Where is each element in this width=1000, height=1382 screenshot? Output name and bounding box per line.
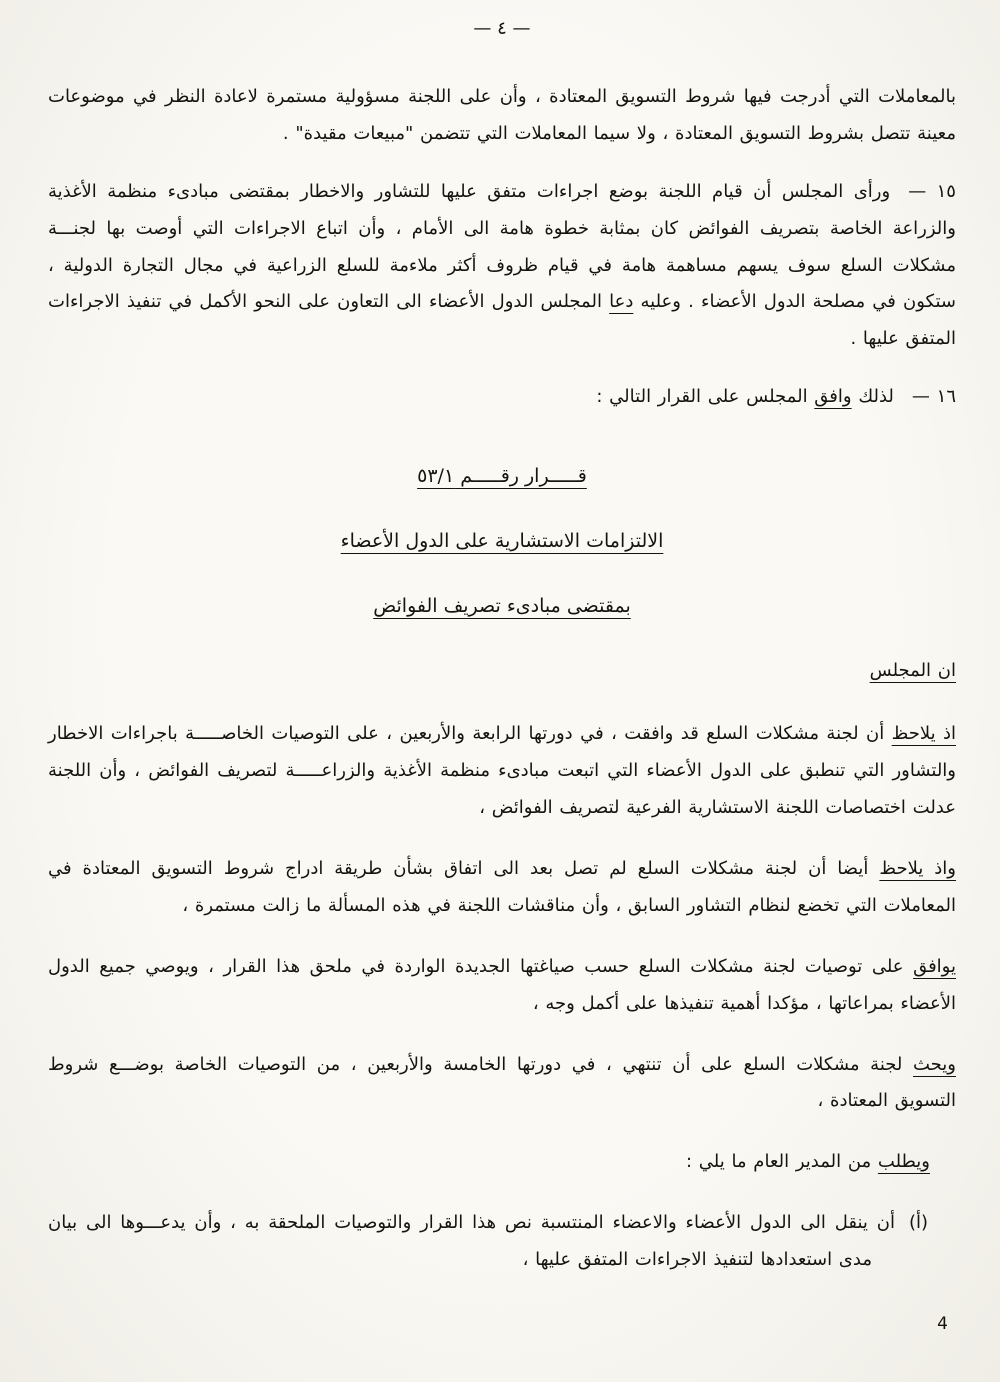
clause-noting-1-body: أن لجنة مشكلات السلع قد وافقت ، في دورتها الرابعة والأربعين ، على التوصيات الخاصـــــة باجراءات الاخطار والتشاور التي تنطبق على الدول الأعضاء التي اتبعت مبادىء منظمة الأغذية والزراعـــــة لتصريف الفوائض ، وأن اللجنة عدلت اختصاصات اللجنة الاستشارية الفرعية لتصريف الفوائض ، (48, 723, 956, 819)
paragraph-16-text-1: لذلك (851, 386, 894, 408)
clause-requests (48, 1144, 956, 1181)
paragraph-15 (48, 174, 956, 358)
clause-urges (48, 1047, 956, 1121)
clause-noting-1 (48, 716, 956, 827)
clause-urges-body: لجنة مشكلات السلع على أن تنتهي ، في دورتها الخامسة والأربعين ، من التوصيات الخاصة بوضـــع شروط التسويق المعتادة ، (48, 1053, 956, 1112)
resolution-basis-text: بمقتضى مبادىء تصريف الفوائض (373, 595, 631, 618)
resolution-opening (48, 653, 956, 690)
page-number-top: — ٤ — (473, 18, 531, 39)
clause-requests-lead: ويطلب (877, 1151, 930, 1173)
clause-requests-body: من المدير العام ما يلي : (685, 1151, 878, 1173)
clause-approves-lead: يوافق (913, 955, 956, 977)
clause-urges-lead: ويحث (913, 1053, 956, 1075)
resolution-number-heading (48, 458, 956, 494)
clause-noting-2-lead: واذ يلاحظ (879, 857, 956, 879)
resolution-subject-text: الالتزامات الاستشارية على الدول الأعضاء (340, 530, 664, 553)
resolution-basis-heading (48, 588, 956, 624)
clause-noting-2 (48, 851, 956, 925)
clause-noting-2-body: أيضا أن لجنة مشكلات السلع لم تصل بعد الى اتفاق بشأن طريقة ادراج شروط التسويق المعتادة في المعاملات التي تخضع لنظام التشاور السابق ، وأن مناقشات اللجنة في هذه المسألة ما زالت مستمرة ، (48, 857, 956, 916)
clause-approves (48, 949, 956, 1023)
clause-approves-body: على توصيات لجنة مشكلات السلع حسب صياغتها الجديدة الواردة في ملحق هذا القرار ، ويوصي جميع الدول الأعضاء بمراعاتها ، مؤكدا أهمية تنفيذها على أكمل وجه ، (48, 955, 956, 1014)
paragraph-16-text-2: المجلس على القرار التالي : (596, 386, 815, 408)
paragraph-15-underlined-word: دعا (609, 291, 634, 313)
paragraph-16-number: ١٦ — (911, 386, 956, 408)
paragraph-15-number: ١٥ — (908, 180, 956, 202)
page-number-bottom: 4 (937, 1314, 948, 1334)
item-a-text: أن ينقل الى الدول الأعضاء والاعضاء المنتسبة نص هذا القرار والتوصيات الملحقة به ، وأن يدعـــوها الى بيان مدى استعدادها لتنفيذ الاجراءات المتفق عليها ، (48, 1212, 895, 1271)
resolution-opening-text: ان المجلس (869, 660, 956, 682)
clause-noting-1-lead: اذ يلاحظ (891, 723, 957, 745)
item-a-marker: (أ) (908, 1212, 928, 1234)
item-a (48, 1205, 956, 1279)
paragraph-16 (48, 379, 956, 416)
paragraph-15-text-1: ورأى المجلس أن قيام اللجنة بوضع اجراءات متفق عليها للتشاور والاخطار بمقتضى مبادىء منظمة الأغذية والزراعة الخاصة بتصريف الفوائض كان بمثابة خطوة هامة الى الأمام ، وأن اتباع الاجراءات التي أوصت بها لجنـــة مشكلات السلع سوف يسهم مساهمة هامة في قيام ظروف أكثر ملاءمة للسلع الزراعية في مجال التجارة الدولية ، ستكون في مصلحة الدول الأعضاء . وعليه (48, 180, 956, 313)
paragraph-16-underlined-word: وافق (814, 386, 852, 408)
resolution-number-text: قـــــرار رقـــــم ٥٣/١ (417, 465, 587, 488)
paragraph-15-text-2: المجلس الدول الأعضاء الى التعاون على النحو الأكمل في تنفيذ الاجراءات المتفق عليها . (48, 291, 956, 350)
resolution-subject-heading (48, 523, 956, 559)
intro-paragraph: بالمعاملات التي أدرجت فيها شروط التسويق المعتادة ، وأن على اللجنة مسؤولية مستمرة لاعادة النظر في موضوعات معينة تتصل بشروط التسويق المعتادة ، ولا سيما المعاملات التي تتضمن "مبيعات مقيدة" . (48, 86, 956, 144)
